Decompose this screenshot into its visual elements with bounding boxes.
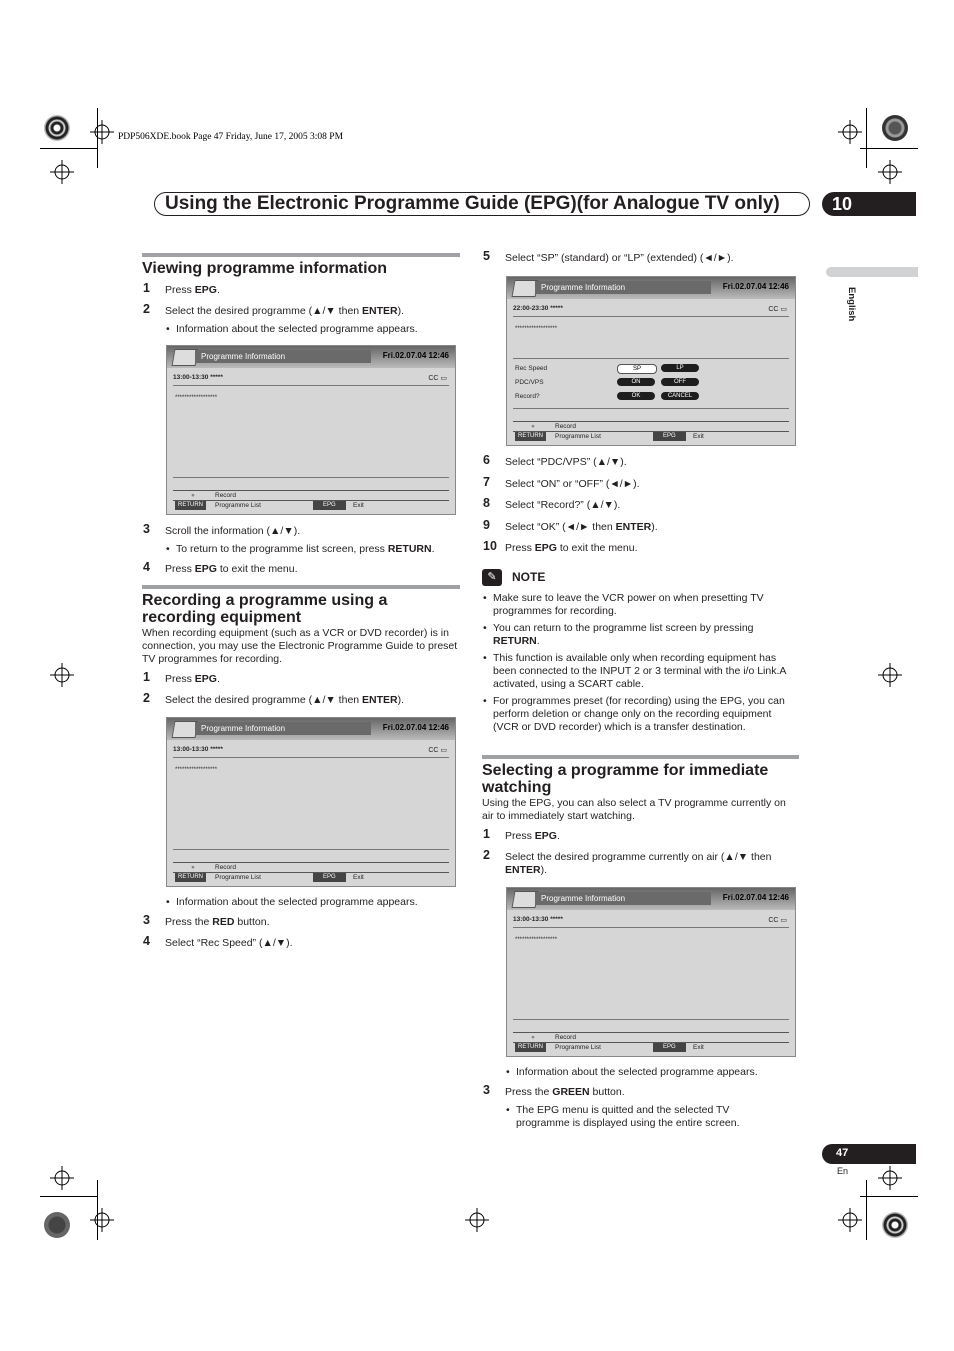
programme-time: 13:00-13:30 *****: [173, 374, 223, 381]
crosshair-icon: [465, 1208, 489, 1232]
programme-info-screen: [166, 345, 456, 515]
programme-time: 13:00-13:30 *****: [173, 746, 223, 753]
note-item: • This function is available only when recording equipment has been connected to the INPUT 2 or 3 terminal with the i/o Link.A activated, using a SCART cable.: [493, 652, 798, 691]
cc-icon: CC ▭: [428, 747, 447, 754]
option-off[interactable]: OFF: [661, 378, 699, 386]
step-number: 2: [483, 848, 490, 862]
step-number: 10: [483, 539, 497, 553]
section-rule: [142, 253, 460, 257]
legend-record: Record: [215, 492, 236, 499]
programme-time: 13:00-13:30 *****: [513, 916, 563, 923]
legend-programme-list: Programme List: [215, 874, 261, 881]
legend-epg: EPG: [313, 873, 346, 882]
screen-legend: [173, 862, 449, 880]
step-number: 7: [483, 475, 490, 489]
crosshair-icon: [838, 1208, 862, 1232]
programme-details: ******************: [175, 395, 218, 401]
record-dot-icon: ●: [191, 864, 195, 871]
section-rule: [142, 585, 460, 589]
registration-disc-top-right: [882, 115, 908, 141]
legend-exit: Exit: [693, 433, 704, 440]
step-number: 4: [143, 560, 150, 574]
screen-title: Programme Information: [195, 722, 371, 735]
registration-disc-top-left: [44, 115, 70, 141]
legend-exit: Exit: [353, 874, 364, 881]
step-text: Press EPG.: [505, 830, 560, 842]
screen-body: [167, 740, 455, 886]
step-text: Select the desired programme currently on air (▲/▼ then ENTER).: [505, 851, 772, 876]
language-tab: [826, 267, 918, 277]
registration-disc-bottom-left: [44, 1212, 70, 1238]
screen-title: Programme Information: [535, 281, 711, 294]
legend-programme-list: Programme List: [555, 1044, 601, 1051]
step-text: Press the RED button.: [165, 916, 270, 928]
screen-title-bar: [167, 346, 455, 368]
option-ok[interactable]: OK: [617, 392, 655, 400]
legend-exit: Exit: [353, 502, 364, 509]
screen-body: [167, 368, 455, 514]
note-item: • Make sure to leave the VCR power on when presetting TV programmes for recording.: [493, 592, 798, 618]
step-number: 2: [143, 302, 150, 316]
step-number: 1: [483, 827, 490, 841]
programme-details: ******************: [175, 767, 218, 773]
section-rule: [482, 755, 799, 759]
crosshair-icon: [50, 663, 74, 687]
cc-icon: CC ▭: [768, 917, 787, 924]
screen-body: [507, 299, 795, 445]
step-text: Press EPG to exit the menu.: [505, 542, 638, 554]
step-text: Press the GREEN button.: [505, 1086, 625, 1098]
step-text: Press EPG to exit the menu.: [165, 563, 298, 575]
option-on[interactable]: ON: [617, 378, 655, 386]
legend-return: RETURN: [515, 1043, 546, 1052]
option-cancel[interactable]: CANCEL: [661, 392, 699, 400]
programme-details: ******************: [515, 937, 558, 943]
chapter-number-text: 10: [832, 194, 853, 214]
registration-disc-bottom-right: [882, 1212, 908, 1238]
record-dot-icon: ●: [191, 492, 195, 499]
cc-icon: CC ▭: [768, 306, 787, 313]
page-number-tab: [822, 1144, 916, 1164]
step-text: Press EPG.: [165, 673, 220, 685]
legend-record: Record: [555, 1034, 576, 1041]
chapter-number: [822, 192, 916, 216]
page-number: 47: [836, 1147, 849, 1159]
step-number: 4: [143, 934, 150, 948]
section-intro: Using the EPG, you can also select a TV programme currently on air to immediately start watching.: [482, 797, 786, 822]
step-text: Select “Rec Speed” (▲/▼).: [165, 937, 293, 949]
chapter-title: [154, 192, 810, 216]
programme-info-screen: [166, 717, 456, 887]
bullet-item: • Information about the selected programme appears.: [176, 896, 418, 909]
step-number: 5: [483, 249, 490, 263]
bullet-item: • Information about the selected programme appears.: [516, 1066, 758, 1079]
legend-epg: EPG: [653, 1043, 686, 1052]
note-pencil-icon: ✎: [482, 569, 502, 586]
step-number: 1: [143, 281, 150, 295]
step-number: 3: [143, 522, 150, 536]
screen-legend: [173, 490, 449, 508]
step-number: 8: [483, 496, 490, 510]
legend-epg: EPG: [653, 432, 686, 441]
screen-title-bar: [507, 277, 795, 299]
cc-icon: CC ▭: [428, 375, 447, 382]
crosshair-icon: [878, 160, 902, 184]
setting-pdc-vps[interactable]: PDC/VPS ON OFF: [513, 378, 789, 388]
crosshair-icon: [878, 1166, 902, 1190]
screen-legend: [513, 421, 789, 439]
section-intro: When recording equipment (such as a VCR or DVD recorder) is in connection, you may use the Electronic Programme Guide to preset TV programmes for recording.: [142, 627, 458, 665]
screen-date: Fri.02.07.04 12:46: [382, 351, 449, 360]
crosshair-icon: [50, 1166, 74, 1190]
language-label: English: [846, 287, 857, 322]
legend-return: RETURN: [175, 501, 206, 510]
section-heading-recording: Recording a programme using a recording equipment: [142, 592, 388, 626]
screen-date: Fri.02.07.04 12:46: [382, 723, 449, 732]
step-number: 6: [483, 453, 490, 467]
note-heading: NOTE: [512, 570, 546, 584]
section-heading-viewing: Viewing programme information: [142, 260, 388, 277]
setting-record[interactable]: Record? OK CANCEL: [513, 392, 789, 402]
record-settings-screen: [506, 276, 796, 446]
crosshair-icon: [90, 1208, 114, 1232]
option-lp[interactable]: LP: [661, 364, 699, 372]
programme-time: 22:00-23:30 *****: [513, 305, 563, 312]
chapter-title-text: Using the Electronic Programme Guide (EPG)(for Analogue TV only): [165, 193, 780, 214]
legend-epg: EPG: [313, 501, 346, 510]
step-text: Select “OK” (◄/► then ENTER).: [505, 521, 658, 533]
bullet-item: • Information about the selected programme appears.: [176, 323, 418, 336]
bullet-item: • To return to the programme list screen, press RETURN.: [176, 543, 435, 556]
step-text: Select “SP” (standard) or “LP” (extended) (◄/►).: [505, 252, 734, 264]
step-text: Select the desired programme (▲/▼ then ENTER).: [165, 694, 405, 706]
crosshair-icon: [90, 120, 114, 144]
legend-exit: Exit: [693, 1044, 704, 1051]
screen-title: Programme Information: [195, 350, 371, 363]
screen-date: Fri.02.07.04 12:46: [722, 282, 789, 291]
screen-title-bar: [507, 888, 795, 910]
record-dot-icon: ●: [531, 1034, 535, 1041]
programme-details: ******************: [515, 326, 558, 332]
step-number: 1: [143, 670, 150, 684]
screen-body: [507, 910, 795, 1056]
step-text: Select “Record?” (▲/▼).: [505, 499, 621, 511]
screen-date: Fri.02.07.04 12:46: [722, 893, 789, 902]
page-language: En: [837, 1166, 849, 1176]
screen-title-bar: [167, 718, 455, 740]
step-text: Press EPG.: [165, 284, 220, 296]
crosshair-icon: [838, 120, 862, 144]
step-text: Scroll the information (▲/▼).: [165, 525, 301, 537]
legend-record: Record: [555, 423, 576, 430]
record-dot-icon: ●: [531, 423, 535, 430]
step-number: 9: [483, 518, 490, 532]
programme-info-screen: [506, 887, 796, 1057]
section-heading-immediate: Selecting a programme for immediate watching: [482, 762, 769, 796]
legend-programme-list: Programme List: [215, 502, 261, 509]
option-sp[interactable]: SP: [617, 364, 657, 374]
setting-rec-speed[interactable]: Rec Speed SP LP: [513, 364, 789, 374]
step-text: Select “PDC/VPS” (▲/▼).: [505, 456, 627, 468]
legend-return: RETURN: [515, 432, 546, 441]
legend-return: RETURN: [175, 873, 206, 882]
step-text: Select the desired programme (▲/▼ then ENTER).: [165, 305, 405, 317]
file-info: PDP506XDE.book Page 47 Friday, June 17, 2005 3:08 PM: [118, 132, 344, 142]
step-text: Select “ON” or “OFF” (◄/►).: [505, 478, 640, 490]
crosshair-icon: [50, 160, 74, 184]
step-number: 2: [143, 691, 150, 705]
screen-title: Programme Information: [535, 892, 711, 905]
bullet-item: • The EPG menu is quitted and the selected TV programme is displayed using the entire screen.: [516, 1104, 778, 1130]
step-number: 3: [143, 913, 150, 927]
step-number: 3: [483, 1083, 490, 1097]
legend-programme-list: Programme List: [555, 433, 601, 440]
screen-legend: [513, 1032, 789, 1050]
note-item: • You can return to the programme list screen by pressing RETURN.: [493, 622, 798, 648]
legend-record: Record: [215, 864, 236, 871]
note-item: • For programmes preset (for recording) using the EPG, you can perform deletion or change only on the recording equipment (VCR or DVD recorder) which is a transfer destination.: [493, 695, 798, 734]
crosshair-icon: [878, 663, 902, 687]
